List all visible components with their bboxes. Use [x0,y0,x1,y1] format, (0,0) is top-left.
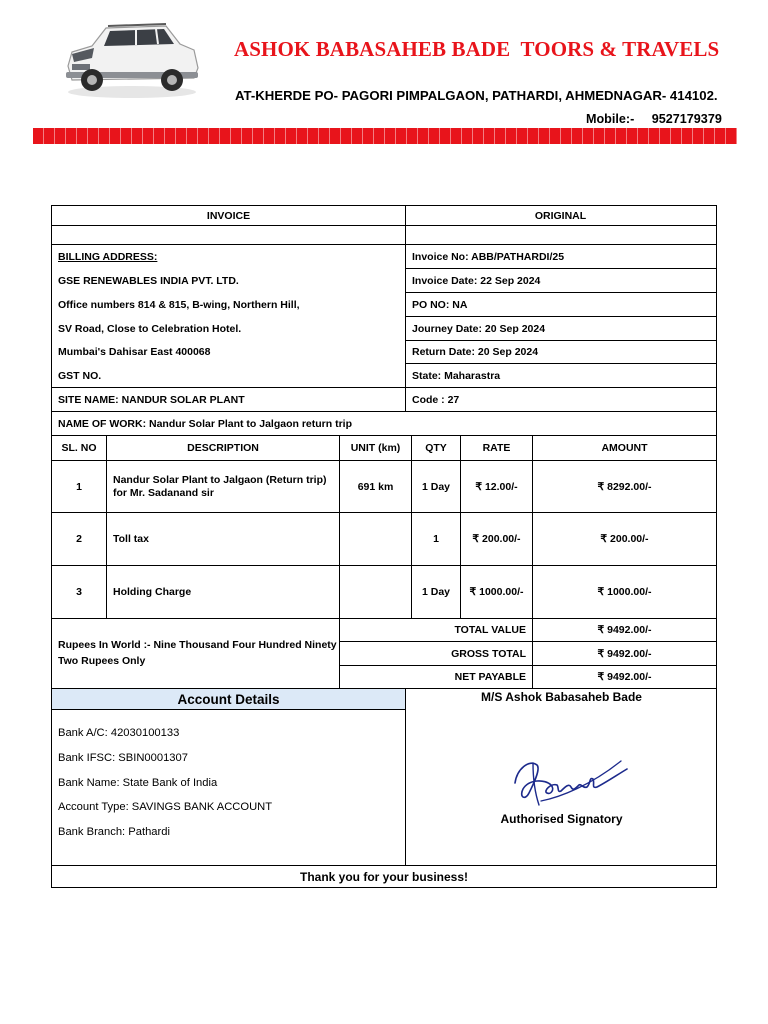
mobile-number: 9527179379 [651,112,722,126]
row3-sl: 3 [76,586,82,598]
journey-date: Journey Date: 20 Sep 2024 [412,323,546,335]
billing-company: GSE RENEWABLES INDIA PVT. LTD. [58,275,239,287]
billing-address-line3: Mumbai's Dahisar East 400068 [58,346,211,358]
mobile-label: Mobile:- [586,112,635,126]
invoice-table [51,205,717,888]
billing-address-line2: SV Road, Close to Celebration Hotel. [58,323,242,335]
row1-amount: ₹ 8292.00/- [597,480,652,493]
header-rate: RATE [482,442,511,454]
total-value: ₹ 9492.00/- [597,624,652,636]
vehicle-icon [62,16,202,100]
handwritten-signature [511,739,629,811]
company-mobile [586,112,722,126]
company-name: ASHOK BABASAHEB BADE TOORS & TRAVELS [234,37,720,61]
bank-ifsc: Bank IFSC: SBIN0001307 [58,752,188,764]
amount-in-words-line2: Two Rupees Only [58,655,146,667]
billing-address-line1: Office numbers 814 & 815, B-wing, Northern Hill, [58,299,300,311]
header-sl-no: SL. NO [61,442,97,454]
row2-rate: ₹ 200.00/- [472,533,521,545]
account-type: Account Type: SAVINGS BANK ACCOUNT [58,801,273,813]
header-qty: QTY [425,442,447,454]
total-value-label: TOTAL VALUE [454,624,526,636]
company-address: AT-KHERDE PO- PAGORI PIMPALGAON, PATHARDI, AHMEDNAGAR- 414102. [235,88,718,103]
gst-number: GST NO. [58,370,102,382]
row1-description-line1: Nandur Solar Plant to Jalgaon (Return trip) [113,473,327,486]
name-of-work: NAME OF WORK: Nandur Solar Plant to Jalgaon return trip [58,418,353,430]
gross-total: ₹ 9492.00/- [597,647,652,660]
billing-address-label: BILLING ADDRESS: [58,251,158,263]
net-payable-label: NET PAYABLE [454,671,526,683]
amount-in-words [58,637,340,669]
gross-total-label: GROSS TOTAL [451,647,526,660]
state-code: Code : 27 [412,394,460,406]
row2-qty: 1 [433,533,439,545]
net-payable: ₹ 9492.00/- [597,671,652,683]
row2-unit [340,513,411,565]
row1-description [107,461,339,512]
original-heading: ORIGINAL [534,209,587,222]
account-details-title: Account Details [52,689,405,710]
row1-sl: 1 [76,480,82,493]
amount-in-words-line1: Rupees In World :- Nine Thousand Four Hundred Ninety [58,639,337,651]
row3-qty: 1 Day [421,586,451,598]
row3-rate: ₹ 1000.00/- [469,586,524,598]
row2-description: Toll tax [113,533,149,545]
authorised-signatory: Authorised Signatory [500,812,623,826]
header-unit: UNIT (km) [350,442,401,454]
bank-account-number: Bank A/C: 42030100133 [58,727,180,739]
row1-qty: 1 Day [421,480,451,493]
header-description: DESCRIPTION [187,442,259,454]
header-divider-band [33,128,737,144]
signatory-firm: M/S Ashok Babasaheb Bade [481,690,642,704]
state: State: Maharastra [412,370,501,382]
row1-unit: 691 km [357,480,394,493]
row1-description-line2: for Mr. Sadanand sir [113,486,214,499]
bank-name: Bank Name: State Bank of India [58,777,218,789]
bank-branch: Bank Branch: Pathardi [58,826,170,838]
row3-amount: ₹ 1000.00/- [597,586,652,598]
thank-you-note: Thank you for your business! [299,870,469,884]
po-number: PO NO: NA [412,299,468,311]
return-date: Return Date: 20 Sep 2024 [412,346,539,358]
row1-rate: ₹ 12.00/- [475,480,518,493]
invoice-heading: INVOICE [206,209,251,222]
row3-description: Holding Charge [113,586,192,598]
row2-amount: ₹ 200.00/- [600,533,649,545]
invoice-number: Invoice No: ABB/PATHARDI/25 [412,251,565,263]
row3-unit [340,566,411,618]
site-name: SITE NAME: NANDUR SOLAR PLANT [58,394,245,406]
header-amount: AMOUNT [601,442,648,454]
invoice-date: Invoice Date: 22 Sep 2024 [412,275,541,287]
row2-sl: 2 [76,533,82,545]
